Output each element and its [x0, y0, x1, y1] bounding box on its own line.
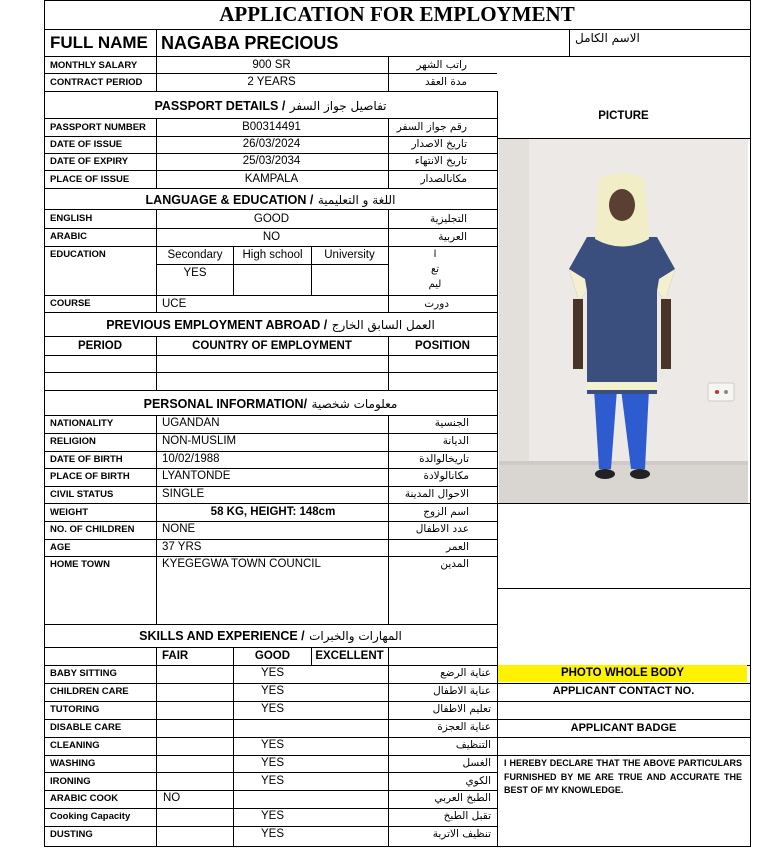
skills-col-good: GOOD	[254, 650, 291, 662]
skill-fair	[163, 719, 231, 736]
arabic-label-ar: العربية	[438, 231, 467, 243]
skill-good: YES	[260, 667, 284, 679]
rule-line	[497, 588, 751, 589]
personal-civil-value: SINGLE	[162, 488, 205, 500]
education-col-highschool: High school	[242, 249, 303, 261]
previous-employment-heading-ar: العمل السابق الخارج	[331, 318, 435, 332]
skill-label-ar: عناية الرضع	[440, 667, 491, 679]
personal-weight-label: WEIGHT	[50, 507, 88, 518]
passport-row-value: 25/03/2034	[242, 155, 301, 167]
skill-fair	[163, 737, 231, 754]
passport-row-value: KAMPALA	[244, 173, 299, 185]
education-label-ar-2: تع	[430, 264, 440, 275]
skill-label: BABY SITTING	[50, 668, 117, 679]
education-label-ar-1: ا	[433, 249, 437, 260]
skills-heading	[44, 625, 497, 647]
personal-civil-label: CIVIL STATUS	[50, 489, 114, 500]
full-name-label-ar: الاسم الكامل	[575, 31, 640, 45]
skill-excellent	[312, 826, 387, 843]
skill-label: CHILDREN CARE	[50, 686, 129, 697]
rule-line	[497, 737, 751, 738]
skill-label: CLEANING	[50, 740, 100, 751]
skill-fair	[163, 665, 231, 682]
rule-line	[497, 755, 751, 756]
applicant-badge-label: APPLICANT BADGE	[570, 722, 677, 734]
rule-line	[44, 372, 497, 373]
education-label-ar-3: ليم	[428, 279, 442, 290]
contract-period-label: CONTRACT PERIOD	[50, 77, 143, 88]
personal-dob-label-ar: تاريخالوالدة	[419, 453, 469, 465]
rule-line	[156, 29, 157, 56]
passport-heading	[44, 94, 497, 118]
rule-line	[497, 701, 751, 702]
skill-good: YES	[260, 739, 284, 751]
previous-employment-heading	[44, 314, 497, 336]
skills-col-excellent: EXCELLENT	[315, 650, 384, 662]
full-name-label: FULL NAME	[50, 33, 148, 52]
personal-age-label-ar: العمر	[445, 541, 469, 553]
english-label: ENGLISH	[50, 213, 93, 224]
passport-row-label: DATE OF EXPIRY	[50, 156, 129, 167]
personal-children-label: NO. OF CHILDREN	[50, 524, 135, 535]
picture-heading: PICTURE	[598, 110, 649, 122]
previous-employment-heading-en: PREVIOUS EMPLOYMENT ABROAD /	[106, 318, 328, 332]
skill-excellent	[312, 755, 387, 772]
contract-period-value: 2 YEARS	[247, 76, 296, 88]
passport-heading-en: PASSPORT DETAILS /	[154, 99, 286, 113]
personal-religion-label-ar: الديانة	[442, 435, 469, 447]
skill-label: WASHING	[50, 758, 96, 769]
salary-value: 900 SR	[252, 59, 291, 71]
skill-good	[234, 790, 311, 807]
skills-col-fair: FAIR	[162, 650, 189, 662]
passport-row-value: B00314491	[242, 121, 301, 133]
personal-hometown-value: KYEGEGWA TOWN COUNCIL	[162, 558, 321, 570]
personal-religion-label: RELIGION	[50, 436, 96, 447]
rule-line	[44, 390, 497, 391]
personal-age-label: AGE	[50, 542, 71, 553]
passport-row-label-ar: تاريخ الاصدار	[411, 138, 467, 150]
skill-excellent	[312, 701, 387, 718]
personal-pob-label-ar: مكانالولادة	[423, 470, 469, 482]
skill-fair	[163, 826, 231, 843]
prev-col-position: POSITION	[415, 340, 470, 352]
personal-age-value: 37 YRS	[162, 541, 202, 553]
skill-good: YES	[260, 775, 284, 787]
course-label: COURSE	[50, 298, 91, 309]
personal-heading	[44, 393, 497, 415]
personal-nationality-value: UGANDAN	[162, 417, 220, 429]
skill-label-ar: تنظيف الاتربة	[432, 828, 491, 840]
skill-label: DUSTING	[50, 829, 93, 840]
prev-col-country: COUNTRY OF EMPLOYMENT	[192, 340, 352, 352]
applicant-contact-label: APPLICANT CONTACT NO.	[552, 685, 695, 697]
skill-good: YES	[260, 703, 284, 715]
skill-label: TUTORING	[50, 704, 100, 715]
applicant-photo	[499, 139, 748, 503]
skill-label: Cooking Capacity	[50, 811, 131, 822]
skill-label-ar: تقبل الطبخ	[443, 810, 491, 822]
course-label-ar: دورت	[424, 298, 449, 310]
language-heading-en: LANGUAGE & EDUCATION /	[145, 193, 314, 207]
skill-label-ar: عناية العجزة	[437, 721, 491, 733]
skill-fair	[163, 773, 231, 790]
skill-good: YES	[260, 685, 284, 697]
skill-excellent	[312, 683, 387, 700]
personal-weight-label-ar: اسم الزوج	[423, 506, 469, 518]
skill-excellent	[312, 737, 387, 754]
personal-religion-value: NON-MUSLIM	[162, 435, 237, 447]
personal-dob-label: DATE OF BIRTH	[50, 454, 123, 465]
skill-fair	[163, 755, 231, 772]
skill-excellent	[312, 773, 387, 790]
rule-line	[569, 29, 570, 56]
language-heading	[44, 190, 497, 210]
education-label: EDUCATION	[50, 249, 106, 260]
education-highschool-value	[234, 264, 311, 282]
passport-row-value: 26/03/2024	[242, 138, 301, 150]
skill-label-ar: الطبخ العربي	[434, 792, 491, 804]
skill-good: YES	[260, 810, 284, 822]
rule-line	[44, 355, 497, 356]
rule-line	[156, 647, 157, 846]
skill-excellent	[312, 665, 387, 682]
rule-line	[497, 56, 751, 57]
skill-fair	[163, 683, 231, 700]
salary-label: MONTHLY SALARY	[50, 60, 138, 71]
full-name-value: NAGABA PRECIOUS	[161, 33, 339, 53]
form-title: APPLICATION FOR EMPLOYMENT	[219, 2, 575, 26]
personal-heading-ar: معلومات شخصية	[311, 397, 398, 411]
skills-heading-en: SKILLS AND EXPERIENCE /	[139, 629, 305, 643]
english-value: GOOD	[253, 213, 290, 225]
salary-label-ar: راتب الشهر	[416, 59, 467, 71]
education-col-university: University	[324, 249, 375, 261]
skill-fair	[163, 808, 231, 825]
arabic-value: NO	[262, 231, 281, 243]
rule-line	[44, 91, 497, 92]
passport-row-label-ar: مكانالصدار	[420, 173, 467, 185]
prev-col-period: PERIOD	[77, 340, 123, 352]
passport-row-label-ar: رقم جواز السفر	[396, 121, 467, 133]
personal-pob-label: PLACE OF BIRTH	[50, 471, 130, 482]
passport-row-label: PLACE OF ISSUE	[50, 174, 130, 185]
personal-weight-value: 58 KG, HEIGHT: 148cm	[210, 506, 336, 518]
personal-hometown-label: HOME TOWN	[50, 559, 110, 570]
personal-dob-value: 10/02/1988	[162, 453, 220, 465]
language-heading-ar: اللغة و التعليمية	[317, 193, 396, 207]
personal-children-label-ar: عدد الاطفال	[415, 523, 469, 535]
rule-line	[497, 503, 751, 504]
education-secondary-value: YES	[183, 267, 207, 279]
skill-fair	[163, 701, 231, 718]
passport-heading-ar: تفاصيل جواز السفر	[289, 99, 387, 113]
personal-children-value: NONE	[162, 523, 196, 535]
course-value: UCE	[162, 298, 187, 310]
skill-label: ARABIC COOK	[50, 793, 119, 804]
personal-nationality-label-ar: الجنسية	[434, 417, 469, 429]
skill-good	[234, 719, 311, 736]
skill-good: YES	[260, 757, 284, 769]
education-university-value	[312, 264, 387, 282]
skill-label-ar: تعليم الاطفال	[432, 703, 491, 715]
skill-label-ar: عناية الاطفال	[433, 685, 491, 697]
applicant-photo-image	[499, 139, 748, 503]
arabic-label: ARABIC	[50, 231, 87, 242]
personal-pob-value: LYANTONDE	[162, 470, 231, 482]
skill-label-ar: التنظيف	[455, 739, 491, 751]
english-label-ar: التجليزية	[429, 213, 467, 225]
skill-excellent	[312, 790, 387, 807]
skill-label: IRONING	[50, 776, 91, 787]
personal-heading-en: PERSONAL INFORMATION/	[143, 397, 308, 411]
photo-whole-body-label: PHOTO WHOLE BODY	[498, 665, 747, 682]
personal-civil-label-ar: الاحوال المدينة	[404, 488, 469, 500]
skill-fair: NO	[163, 792, 181, 804]
skill-label-ar: الغسل	[462, 757, 491, 769]
rule-line	[44, 188, 497, 189]
skill-label: DISABLE CARE	[50, 722, 122, 733]
contract-period-label-ar: مدة العقد	[425, 76, 467, 88]
rule-line	[156, 415, 157, 624]
skill-good: YES	[260, 828, 284, 840]
personal-hometown-label-ar: المدين	[440, 558, 469, 570]
education-col-secondary: Secondary	[167, 249, 223, 261]
skill-excellent	[312, 808, 387, 825]
passport-row-label-ar: تاريخ الانتهاء	[414, 155, 467, 167]
passport-row-label: DATE OF ISSUE	[50, 139, 123, 150]
skills-heading-ar: المهارات والخبرات	[309, 629, 402, 643]
passport-row-label: PASSPORT NUMBER	[50, 122, 146, 133]
skill-label-ar: الكوي	[465, 775, 491, 787]
personal-nationality-label: NATIONALITY	[50, 418, 114, 429]
declaration-text: I HEREBY DECLARE THAT THE ABOVE PARTICULARS FURNISHED BY ME ARE TRUE AND ACCURATE THE BEST OF MY KNOWLEDGE.	[504, 758, 742, 795]
rule-line	[44, 846, 751, 847]
skill-excellent	[312, 719, 387, 736]
